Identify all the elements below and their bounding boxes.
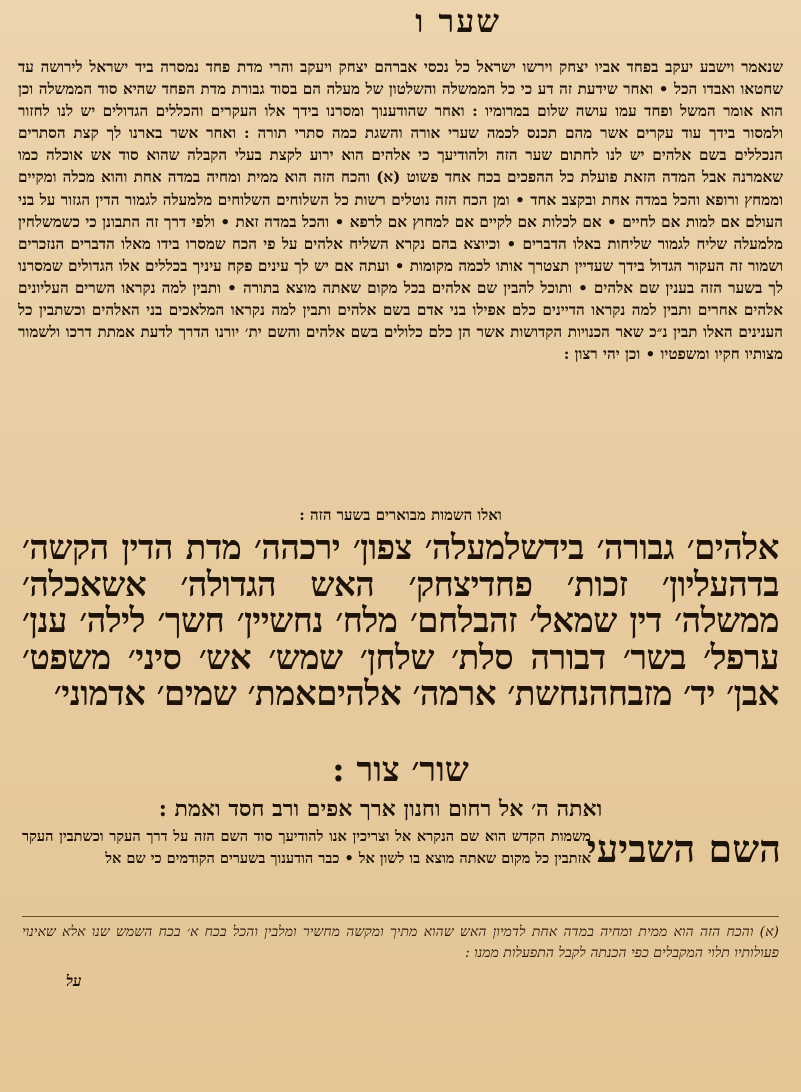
names-subheading: ואלו השמות מבוארים בשער הזה : bbox=[299, 506, 502, 524]
running-head: שער ו bbox=[415, 2, 501, 40]
names-list-end: שור׳ צור : bbox=[332, 750, 469, 790]
names-list: אלהים׳ גבורה׳ בידשלמעלה׳ צפון׳ ירכהה׳ מדת הדין הקשה׳ בדהעליון׳ זכות׳ פחדיצחק׳ האש הגדולה׳ אשאכלה׳ ממשלה׳ דין שמאל׳ זהבלחם׳ מלח׳ נחשיין׳ חשך׳ לילה׳ ענן׳ ערפל׳ בשר׳ דבורה סלת׳ שלחן׳ שמש׳ אש׳ סיני׳ משפט׳ אבן׳ יד׳ מזבחהנחשת׳ ארמה׳ אלהיםאמת׳ שמים׳ אדמוני׳ bbox=[22, 528, 779, 715]
seventh-name-heading: השם השביעי bbox=[586, 826, 781, 871]
seventh-name-text: משמות הקדש הוא שם הנקרא אל וצריכין אנו להודיעך סוד השם הזה על דרך העקר וכשתבין העקר אזתבין כל מקום שאתה מוצא בו לשון אל • כבר הודענוך בשערים הקודמים כי שם אל bbox=[22, 828, 591, 867]
main-text: שנאמר וישבע יעקב בפחד אביו יצחק וירשו ישראל כל נכסי אברהם יצחק ויעקב והרי מדת פחד נמסרה ביד ישראל לירושה עד שחטאו ואבדו הכל • ואחר שידעת זה דע כי כל הממשלה והשלטון של מעלה הם בסוד גבורת מדת הפחד שהיא סוד הממשלה וכן הוא אומר המשל ופחד עמו עושה שלום במרומיו : ואחר שהודענוך ומסרנו בידך אלו העקרים והכללים הגדולים יש לנו לחזור ולמסור בידך עוד עקרים אשר מהם תכנס לכמה שערי אורה והשגת כמה סתרי תורה : ואחר אשר בארנו לך קצת הסתרים הנכללים בשם אלהים יש לנו לחתום שער הזה ולהודיעך כי אלהים הוא ירוע לקצת בעלי הקבלה שהוא סוד אש אוכלה כמו שאמרנה אבל המדה הזאת פועלת כל ההפכים בכח אחד פשוט (א) והכח הזה הוא ממית ומחיה במדה אחת והוא מכלה ומקיים וממחץ ורופא והכל במדה אחת ובקצב אחד • ומן הכח הזה נוטלים רשות כל השלוחים השלוחים מלמעלה לגמור הדין הגזור על בני העולם אם למות אם לחיים • אם לכלות אם לקיים אם למחוץ אם לרפא • והכל במדה זאת • ולפי דרך זה התבונן כי כשמשלחין מלמעלה שליח לגמור שליחות באלו הדברים • וכיוצא בהם נקרא השליח אלהים על פי הכח שמסרו בידו מאלו הדברים הנזכרים ושמור זה העקור הגדול בידך שעדיין תצטרך אותו לכמה מקומות • ועתה אם יש לך עינים פקח עיניך בכללים אלו הגדולים שמסרנו לך בשער הזה בענין שם אלהים • ותוכל להבין שם אלהים בכל מקום שאתה מוצא בתורה • ותבין למה נקראו השרים העליונים אלהים אחרים ותבין למה נקראו הדיינים כלם אפילו בני אדם בשם אלהים ותבין למה נקראו המלאכים בני האלהים וכשתבין כל הענינים האלו תבין נ״כ שאר הכנויות הקדושות אשר הן כלם כלולים בשם אלהים והשם ית׳ יורנו הדרך לדעת אמתת דרכו ולשמור מצותיו חקיו ומשפטיו • וכן יהי רצון : bbox=[18, 58, 783, 364]
footnote: (א) והכח הזה הוא ממית ומחיה במדה אחת לדמיון האש שהוא מתיך ומקשה מחשיר ומלבין והכל בכח א׳ בכח השמש שנו אלא שאינוי פעולותיו תלוי המקבלים כפי הכנתה לקבל התפעלות ממנו : bbox=[22, 924, 779, 961]
catchword: על bbox=[66, 972, 82, 990]
verse-line: ואתה ה׳ אל רחום וחנון ארך אפים ורב חסד ואמת : bbox=[158, 796, 603, 822]
footnote-divider bbox=[22, 916, 779, 917]
